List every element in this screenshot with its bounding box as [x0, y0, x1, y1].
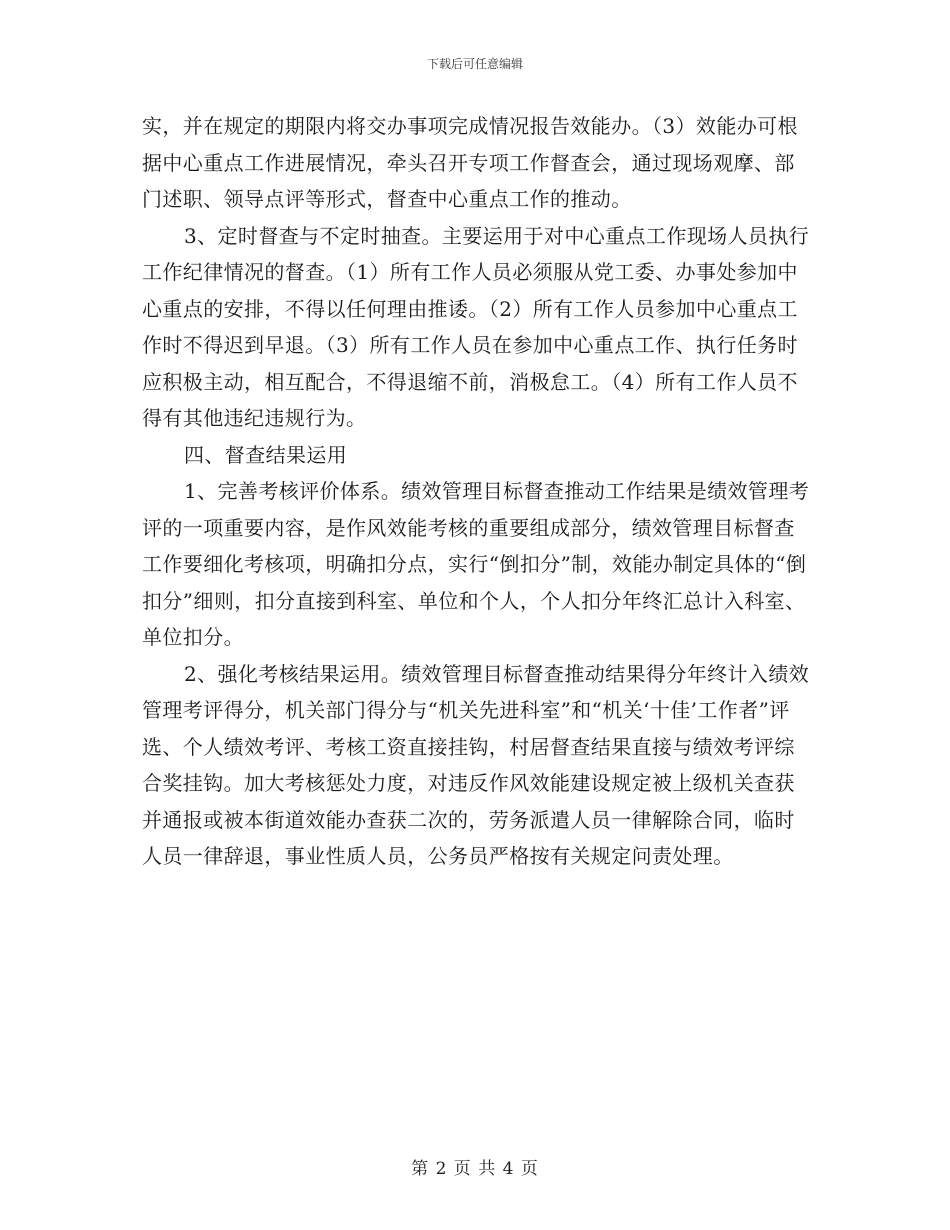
document-body [142, 108, 810, 875]
paragraph-continued: 实，并在规定的期限内将交办事项完成情况报告效能办。（3）效能办可根据中心重点工作进展情况，牵头召开专项工作督查会，通过现场观摩、部门述职、领导点评等形式，督查中心重点工作的推动。 [142, 114, 798, 211]
section-heading: 四、督查结果运用 [184, 442, 348, 467]
page-number: 第 2 页 共 4 页 [411, 1159, 539, 1179]
paragraph-item-1: 1、完善考核评价体系。绩效管理目标督查推动工作结果是绩效管理考评的一项重要内容，是作风效能考核的重要组成部分，绩效管理目标督查工作要细化考核项，明确扣分点，实行“倒扣分”制，效能办制定具体的“倒扣分”细则，扣分直接到科室、单位和个人，个人扣分年终汇总计入科室、单位扣分。 [142, 479, 810, 649]
paragraph-item-3: 3、定时督查与不定时抽查。主要运用于对中心重点工作现场人员执行工作纪律情况的督查。（1）所有工作人员必须服从党工委、办事处参加中心重点的安排，不得以任何理由推诿。（2）所有工作人员参加中心重点工作时不得迟到早退。（3）所有工作人员在参加中心重点工作、执行任务时应积极主动，相互配合，不得退缩不前，消极怠工。（4）所有工作人员不得有其他违纪违规行为。 [142, 223, 810, 430]
paragraph-item-2: 2、强化考核结果运用。绩效管理目标督查推动结果得分年终计入绩效管理考评得分，机关部门得分与“机关先进科室”和“机关‘十佳’工作者”评选、个人绩效考评、考核工资直接挂钩，村居督查结果直接与绩效考评综合奖挂钩。加大考核惩处力度，对违反作风效能建设规定被上级机关查获并通报或被本街道效能办查获二次的，劳务派遣人员一律解除合同，临时人员一律辞退，事业性质人员，公务员严格按有关规定问责处理。 [142, 661, 810, 868]
page-header: 下载后可任意编辑 [426, 57, 523, 71]
